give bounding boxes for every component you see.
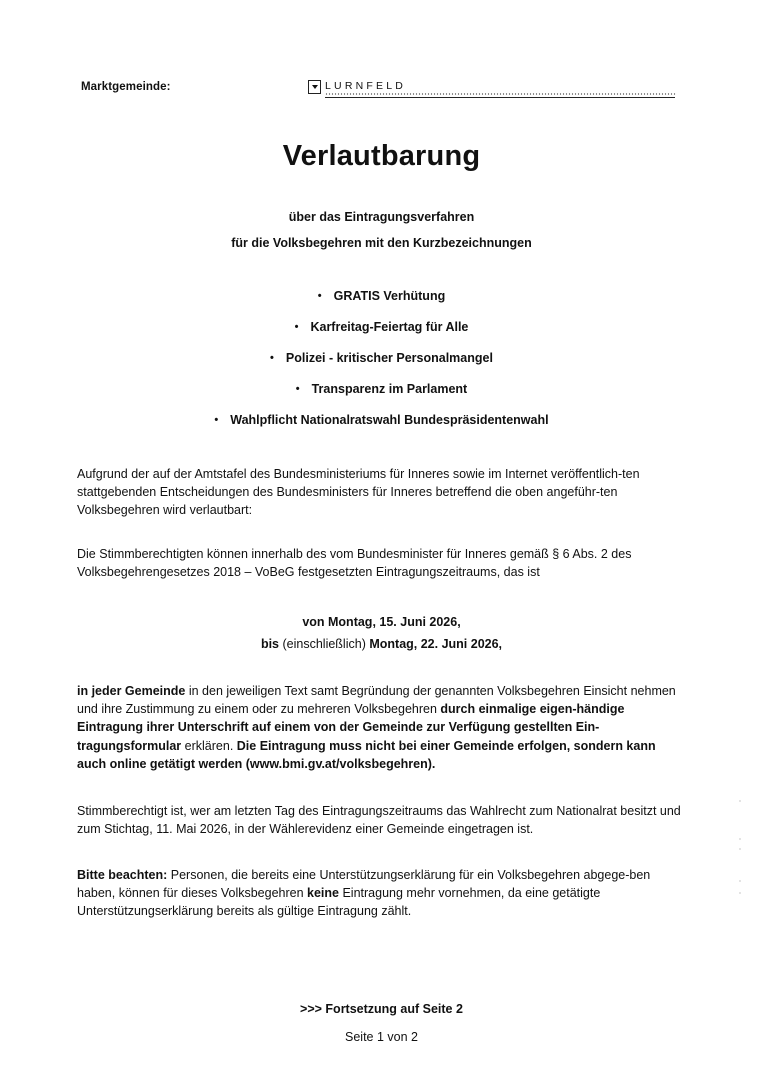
petition-name: GRATIS Verhütung: [333, 289, 446, 303]
notice-keyword: keine: [307, 886, 339, 901]
eligibility-paragraph: Stimmberechtigt ist, wer am letzten Tag des Eintragungszeitraums das Wahlrecht zum Nationalrat besitzt und zum Stichtag, 11. Mai 2026, in der Wählerevidenz einer Gemeinde eingetragen ist.: [77, 804, 681, 837]
bullet-icon: •: [295, 383, 300, 395]
notice-text-2: Eintragung mehr vornehmen, da eine getätigte Unterstützungserklärung bereits als gültige Eintragung zählt.: [77, 886, 601, 919]
scan-speck: [739, 848, 741, 850]
registration-period: [0, 611, 763, 655]
chevron-down-icon: [312, 85, 318, 89]
period-intro-paragraph: Die Stimmberechtigten können innerhalb des vom Bundesminister für Inneres gemäß § 6 Abs. 2 des Volksbegehrengesetzes 2018 – VoBeG festgesetzten Eintragungszeitraums, das ist: [77, 547, 632, 580]
petition-name: Polizei - kritischer Personalmangel: [285, 351, 493, 365]
period-end-date: Montag, 22. Juni 2026,: [369, 637, 503, 651]
document-title: Verlautbarung: [282, 140, 481, 172]
procedure-bold-2: durch einmalige eigen-händige Eintragung ihrer Unterschrift auf einem von der Gemeinde zur Verfügung gestellten Ein-tragungsformular: [77, 702, 625, 753]
petition-name: Wahlpflicht Nationalratswahl Bundespräsidentenwahl: [230, 413, 549, 427]
subtitle-line-1: über das Eintragungsverfahren: [288, 210, 475, 224]
petition-name: Karfreitag-Feiertag für Alle: [310, 320, 469, 334]
municipality-label: Marktgemeinde:: [81, 81, 171, 93]
petition-item: [0, 286, 763, 317]
notice-label: Bitte beachten:: [77, 868, 168, 882]
petition-name: Transparenz im Parlament: [311, 382, 468, 396]
continuation-note: >>> Fortsetzung auf Seite 2: [300, 1002, 463, 1016]
bullet-icon: •: [317, 290, 322, 302]
notice-text-1: Personen, die bereits eine Unterstützungserklärung für ein Volksbegehren abgege-ben haben, können für dieses Volksbegehren: [77, 868, 651, 901]
subtitle-line-2: für die Volksbegehren mit den Kurzbezeichnungen: [231, 236, 532, 250]
scan-artifacts: [737, 800, 743, 910]
period-end-prefix: bis: [260, 637, 280, 651]
scan-speck: [739, 892, 741, 894]
page-number: Seite 1 von 2: [345, 1030, 418, 1044]
petition-item: [0, 410, 763, 441]
municipality-value-line: [325, 80, 675, 98]
period-start: von Montag, 15. Juni 2026,: [302, 615, 461, 629]
procedure-bold-3: Die Eintragung muss nicht bei einer Gemeinde erfolgen, sondern kann auch online getätigt werden (www.bmi.gv.at/volksbegehren).: [77, 738, 656, 771]
intro-paragraph: Aufgrund der auf der Amtstafel des Bundesministeriums für Inneres sowie im Internet veröffentlich-ten stattgebenden Entscheidungen des Bundesministers für Inneres betreffend die oben angeführ-ten Volksbegehren wird verlautbart:: [77, 467, 640, 518]
municipality-field: [308, 80, 676, 98]
bullet-icon: •: [214, 414, 219, 426]
scan-speck: [739, 838, 741, 840]
petition-item: [0, 317, 763, 348]
notice-paragraph: [77, 866, 687, 921]
municipality-value: LURNFELD: [325, 80, 407, 92]
bullet-icon: •: [294, 321, 299, 333]
procedure-bold-1: in jeder Gemeinde: [77, 684, 186, 698]
municipality-header: [81, 80, 681, 100]
municipality-dropdown-button[interactable]: [308, 80, 321, 94]
bullet-icon: •: [270, 352, 274, 364]
period-end-note: (einschließlich): [282, 637, 366, 651]
petition-item: [0, 379, 763, 410]
scan-speck: [739, 880, 741, 882]
petition-item: [0, 348, 763, 379]
procedure-text-1: in den jeweiligen Text samt Begründung der genannten Volksbegehren Einsicht nehmen und ihre Zustimmung zu einem oder zu mehreren Volksbegehren: [77, 684, 676, 717]
scan-speck: [739, 800, 741, 802]
petition-list: [0, 286, 763, 441]
procedure-text-2: erklären.: [181, 738, 237, 753]
procedure-paragraph: [77, 682, 687, 773]
